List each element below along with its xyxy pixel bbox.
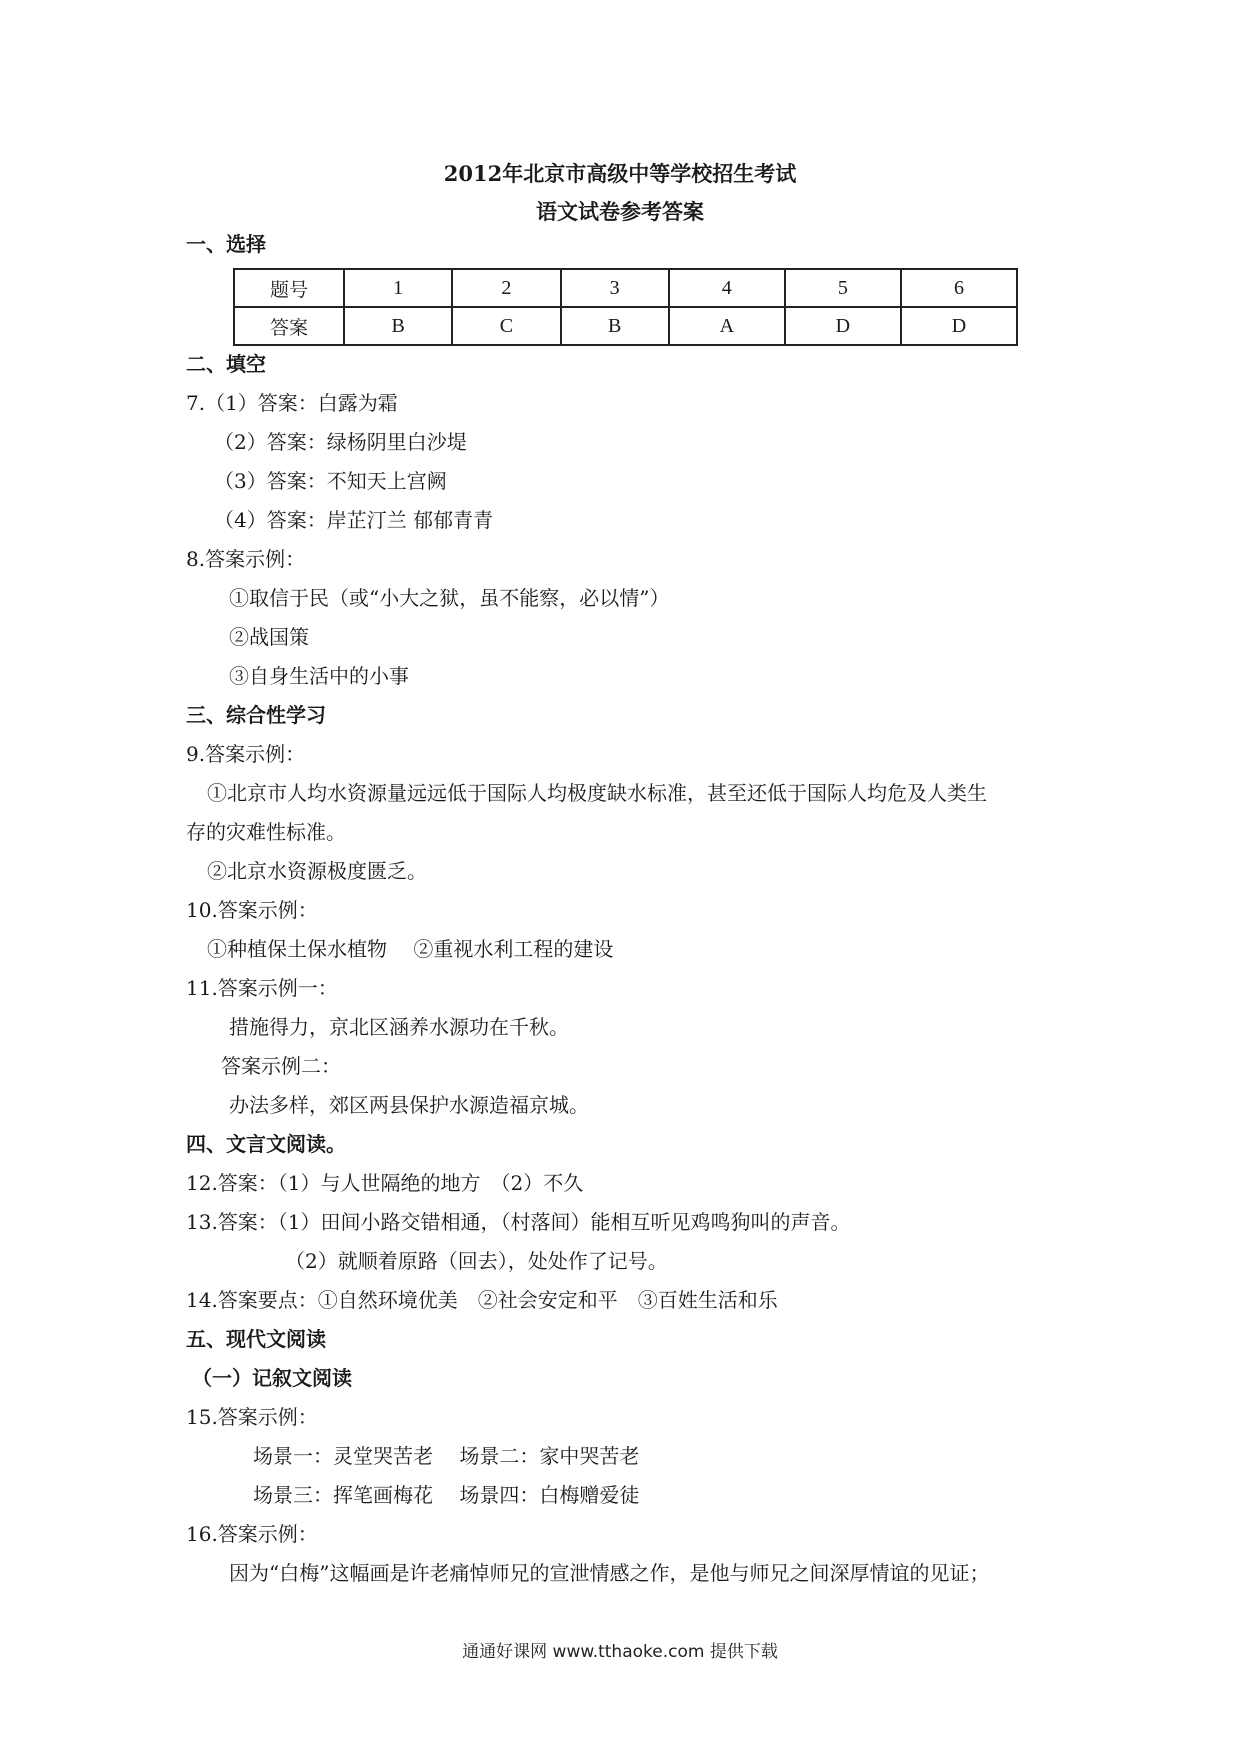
page-subtitle: 语文试卷参考答案: [536, 199, 704, 224]
answer-line: ③自身生活中的小事: [229, 664, 409, 688]
answer-line: 措施得力，京北区涵养水源功在千秋。: [229, 1015, 569, 1039]
answer-line: （2）答案：绿杨阴里白沙堤: [214, 430, 467, 454]
answer-line: 11.答案示例一：: [186, 976, 338, 1000]
table-cell: A: [669, 307, 785, 345]
answer-line: ②战国策: [229, 625, 309, 649]
answer-line: ①种植保土保水植物 ②重视水利工程的建设: [207, 937, 614, 961]
answer-line: （2）就顺着原路（回去），处处作了记号。: [285, 1249, 668, 1273]
answer-line: 存的灾难性标准。: [186, 820, 346, 844]
answer-line: ①北京市人均水资源量远远低于国际人均极度缺水标准，甚至还低于国际人均危及人类生: [207, 781, 987, 805]
answer-line: 9.答案示例：: [186, 742, 306, 766]
answer-line: （4）答案：岸芷汀兰 郁郁青青: [214, 508, 494, 532]
table-row: [234, 307, 1017, 345]
table-row-label: 答案: [234, 307, 344, 345]
page-title: 2012年北京市高级中等学校招生考试: [443, 161, 797, 186]
answer-line: 办法多样，郊区两县保护水源造福京城。: [229, 1093, 589, 1117]
table-cell: 3: [561, 269, 669, 307]
answer-line: ②北京水资源极度匮乏。: [207, 859, 427, 883]
answer-line: 10.答案示例：: [186, 898, 318, 922]
answer-line: 12.答案：（1）与人世隔绝的地方 （2）不久: [186, 1171, 584, 1195]
answer-line: 场景三：挥笔画梅花 场景四：白梅赠爱徒: [253, 1483, 640, 1507]
answer-line: 13.答案：（1）田间小路交错相通，（村落间）能相互听见鸡鸣狗叫的声音。: [186, 1210, 851, 1234]
table-cell: 2: [452, 269, 560, 307]
table-cell: B: [344, 307, 452, 345]
answer-line: 8.答案示例：: [186, 547, 306, 571]
section-heading-classical: 四、文言文阅读。: [186, 1132, 346, 1156]
table-cell: C: [452, 307, 560, 345]
page-footer: 通通好课网 www.tthaoke.com 提供下载: [462, 1642, 778, 1662]
subsection-heading-narrative: （一）记叙文阅读: [192, 1366, 352, 1390]
answer-line: （3）答案：不知天上宫阙: [214, 469, 447, 493]
table-row: [234, 269, 1017, 307]
table-cell: 5: [785, 269, 901, 307]
answer-table: [233, 268, 1018, 346]
answer-line: ①取信于民（或“小大之狱，虽不能察，必以情”）: [229, 586, 670, 610]
table-cell: D: [785, 307, 901, 345]
answer-line: 答案示例二：: [221, 1054, 341, 1078]
table-row-label: 题号: [234, 269, 344, 307]
table-cell: 1: [344, 269, 452, 307]
section-heading-choice: 一、选择: [186, 232, 266, 256]
table-cell: 6: [901, 269, 1017, 307]
answer-line: 16.答案示例：: [186, 1522, 318, 1546]
answer-line: 场景一：灵堂哭苦老 场景二：家中哭苦老: [253, 1444, 640, 1468]
table-cell: 4: [669, 269, 785, 307]
answer-line: 7.（1）答案：白露为霜: [186, 391, 398, 415]
answer-line: 14.答案要点：①自然环境优美 ②社会安定和平 ③百姓生活和乐: [186, 1288, 778, 1312]
table-cell: B: [561, 307, 669, 345]
answer-line: 因为“白梅”这幅画是许老痛悼师兄的宣泄情感之作，是他与师兄之间深厚情谊的见证；: [229, 1561, 990, 1585]
section-heading-integrated: 三、综合性学习: [186, 703, 326, 727]
section-heading-modern: 五、现代文阅读: [186, 1327, 326, 1351]
table-cell: D: [901, 307, 1017, 345]
section-heading-fill: 二、填空: [186, 352, 266, 376]
answer-line: 15.答案示例：: [186, 1405, 318, 1429]
